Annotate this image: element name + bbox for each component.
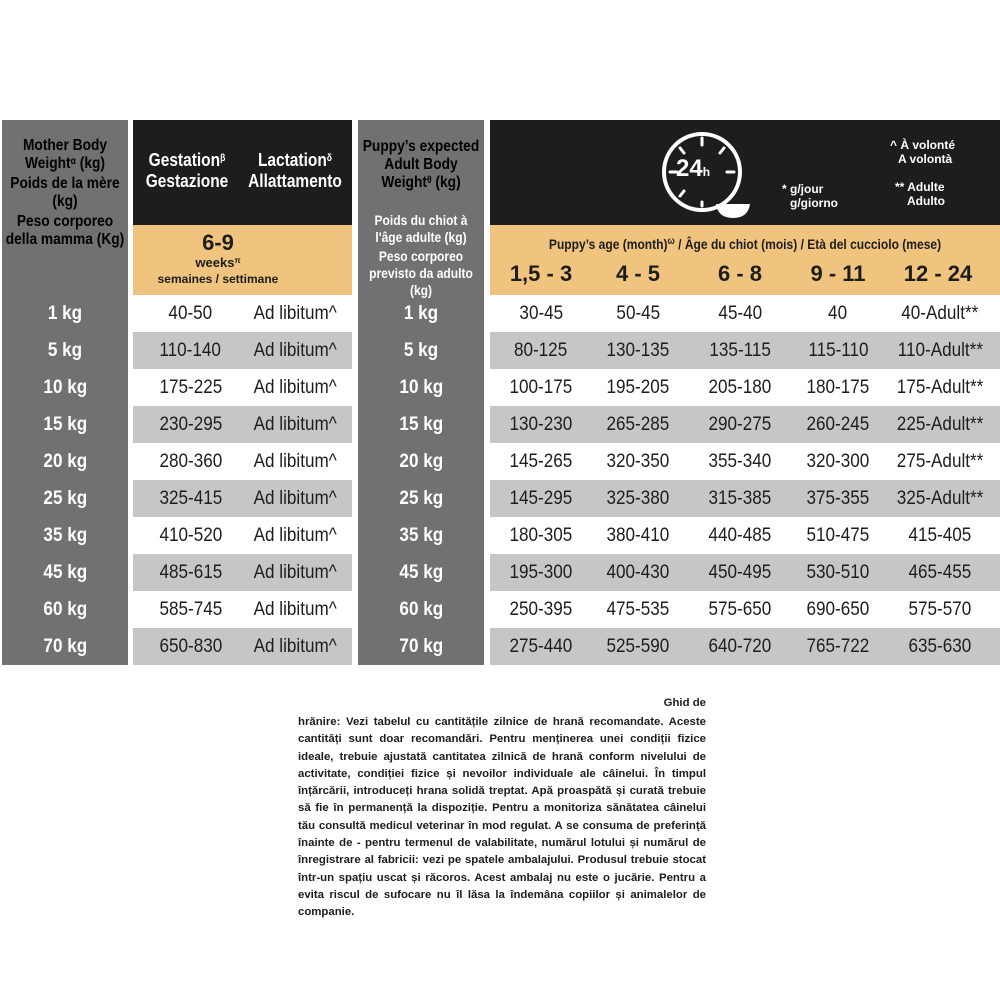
age-cell-5: 275-Adult**: [896, 451, 984, 472]
age-cell-2: 325-380: [606, 488, 670, 509]
puppy-weight-header-it: Peso corporeo previsto da adulto (kg): [369, 248, 473, 298]
age-cell-5: 110-Adult**: [897, 340, 983, 361]
weeks-sub: semaines / settimane: [157, 272, 279, 286]
age-cell-3: 205-180: [708, 377, 772, 398]
gestation-cell: 485-615: [159, 562, 222, 583]
weeks-band: 6-9 weeks$^\pi$ semaines / settimane: [133, 225, 352, 295]
table-row: [0, 591, 1000, 628]
mother-weight-cell: 20 kg: [43, 451, 87, 472]
age-cell-3: 135-115: [709, 340, 771, 361]
table-row: [0, 480, 1000, 517]
puppy-age-label-it: Età del cucciolo (mese): [807, 236, 942, 252]
lactation-cell: Ad libitum^: [253, 340, 338, 361]
mother-header-fr: Poids de la mère (kg): [10, 175, 120, 210]
age-cell-2: 475-535: [606, 599, 670, 620]
age-cell-4: 510-475: [806, 525, 870, 546]
gestation-label: Gestation: [148, 150, 221, 170]
puppy-weight-cell: 45 kg: [399, 562, 443, 583]
age-cell-5: 40-Adult**: [901, 303, 979, 324]
lactation-cell: Ad libitum^: [253, 377, 338, 398]
clock-label: 24: [676, 155, 703, 182]
age-cell-2: 130-135: [606, 340, 670, 361]
age-cell-4: 180-175: [806, 377, 870, 398]
mother-header-it: Peso corporeo della mamma (Kg): [5, 213, 125, 248]
footer-title: Ghid de: [663, 697, 706, 709]
mother-weight-cell: 1 kg: [47, 303, 83, 324]
gestation-cell: 230-295: [159, 414, 222, 435]
age-cell-1: 145-295: [509, 488, 573, 509]
gestation-cell: 175-225: [159, 377, 222, 398]
legend-gram-fr: * g/jour: [782, 182, 824, 196]
age-cell-4: 115-110: [807, 340, 869, 361]
table-row: [0, 295, 1000, 332]
puppy-age-band: Puppy’s age (month)$^\omega$ / Âge du chiot (mois) / Età del cucciolo (mese) 1,5 - 3 4 - 5 6 - 8 9 - 11 12 - 24: [490, 225, 1000, 295]
puppy-weight-header-fr: Poids du chiot à l'âge adulte (kg): [374, 212, 468, 245]
legend-adult-it: Adulto: [907, 194, 945, 208]
age-cell-5: 175-Adult**: [896, 377, 984, 398]
age-cell-1: 80-125: [514, 340, 568, 361]
gestation-label-it: Gestazione: [145, 171, 229, 191]
age-cell-5: 465-455: [908, 562, 972, 583]
age-col-5: 12 - 24: [903, 261, 973, 286]
lactation-cell: Ad libitum^: [253, 636, 338, 657]
puppy-weight-cell: 15 kg: [399, 414, 443, 435]
age-cell-1: 30-45: [519, 303, 563, 324]
age-cell-1: 130-230: [509, 414, 573, 435]
age-cell-2: 50-45: [616, 303, 660, 324]
puppy-weight-cell: 1 kg: [403, 303, 439, 324]
age-col-4: 9 - 11: [810, 261, 866, 286]
age-cell-2: 265-285: [606, 414, 670, 435]
lactation-label: Lactation: [257, 150, 327, 170]
mother-weight-cell: 15 kg: [43, 414, 87, 435]
age-col-2: 4 - 5: [615, 261, 661, 286]
gestation-cell: 410-520: [159, 525, 222, 546]
age-cell-3: 640-720: [708, 636, 772, 657]
footer-text: [298, 697, 706, 922]
age-cell-2: 195-205: [606, 377, 670, 398]
age-cell-5: 225-Adult**: [896, 414, 984, 435]
age-cell-1: 250-395: [509, 599, 573, 620]
age-cell-2: 525-590: [606, 636, 670, 657]
age-cell-1: 195-300: [509, 562, 573, 583]
age-cell-1: 100-175: [509, 377, 573, 398]
age-cell-2: 400-430: [606, 562, 670, 583]
age-cell-4: 690-650: [806, 599, 870, 620]
gestation-cell: 110-140: [159, 340, 222, 361]
puppy-weight-cell: 25 kg: [399, 488, 443, 509]
age-cell-5: 415-405: [908, 525, 972, 546]
lactation-cell: Ad libitum^: [253, 488, 338, 509]
table-row: [0, 517, 1000, 554]
age-cell-4: 320-300: [806, 451, 870, 472]
footer-lead: hrănire:: [298, 716, 341, 728]
age-cell-1: 180-305: [509, 525, 573, 546]
puppy-age-label-en: Puppy’s age (month): [548, 236, 668, 252]
age-cell-3: 290-275: [708, 414, 772, 435]
table-row: [0, 554, 1000, 591]
puppy-weight-header-en: Puppy’s expected Adult Body Weight$^\theta$ (kg): [362, 138, 480, 191]
mother-weight-cell: 5 kg: [47, 340, 83, 361]
age-cell-1: 275-440: [509, 636, 573, 657]
age-cell-2: 380-410: [606, 525, 670, 546]
lactation-cell: Ad libitum^: [253, 451, 338, 472]
table-row: [0, 628, 1000, 665]
gestation-cell: 325-415: [159, 488, 222, 509]
puppy-age-label-fr: Âge du chiot (mois): [684, 236, 798, 252]
age-cell-3: 315-385: [708, 488, 772, 509]
puppy-age-header: 24h gram* * g/jour g/giorno ^ À volonté A volontà ** Adulte Adulto: [490, 120, 1000, 225]
gestation-lactation-header: Gestation$^\beta$ Gestazione Lactation$^\delta$ Allattamento: [133, 120, 352, 225]
age-cell-4: 765-722: [806, 636, 870, 657]
table-row: [0, 406, 1000, 443]
gram-label: gram*: [742, 184, 772, 195]
puppy-weight-cell: 10 kg: [399, 377, 443, 398]
age-cell-5: 325-Adult**: [896, 488, 984, 509]
age-cell-4: 40: [828, 303, 848, 324]
age-cell-1: 145-265: [509, 451, 573, 472]
age-cell-5: 635-630: [908, 636, 972, 657]
age-cell-3: 45-40: [718, 303, 762, 324]
weeks-value: 6-9: [202, 230, 234, 255]
puppy-weight-cell: 35 kg: [399, 525, 443, 546]
gestation-cell: 650-830: [159, 636, 222, 657]
puppy-weight-cell: 60 kg: [399, 599, 443, 620]
mother-weight-cell: 10 kg: [43, 377, 87, 398]
age-cell-4: 375-355: [806, 488, 870, 509]
lactation-cell: Ad libitum^: [253, 303, 338, 324]
age-cell-4: 260-245: [806, 414, 870, 435]
puppy-weight-cell: 5 kg: [403, 340, 439, 361]
lactation-cell: Ad libitum^: [253, 414, 338, 435]
gestation-cell: 40-50: [168, 303, 213, 324]
gestation-cell: 585-745: [159, 599, 222, 620]
age-cell-3: 355-340: [708, 451, 772, 472]
puppy-weight-cell: 20 kg: [399, 451, 443, 472]
mother-weight-cell: 60 kg: [43, 599, 87, 620]
footer-body: Vezi tabelul cu cantitățile zilnice de hrană recomandate. Aceste cantități sunt doar recomandări. Pentru menținerea unei condiții fizice ideale, trebuie ajustată cantitatea zilnică de hrană conform nivelului de activitate, condiției fizice și nevoilor individuale ale câinelui. În timpul înțărcării, introduceți hrana solidă treptat. Apă proaspătă și curată trebuie să fie în permanență la dispoziție. Pentru a monitoriza sănătatea câinelui tău consultă medicul veterinar în mod regulat. A se consuma de preferință înainte de - pentru termenul de valabilitate, numărul lotului și numărul de înregistrare al fabricii: vezi pe spatele ambalajului. Produsul trebuie stocat într-un spațiu uscat și răcoros. Acest ambalaj nu este o jucărie. Pentru a evita riscul de sufocare nu îl lăsa la îndemâna copiilor și animalelor de companie.: [298, 716, 706, 919]
age-cell-2: 320-350: [606, 451, 670, 472]
mother-weight-cell: 35 kg: [43, 525, 87, 546]
age-cell-3: 450-495: [708, 562, 772, 583]
puppy-weight-header-sub: [358, 212, 484, 299]
legend-adult-fr: ** Adulte: [895, 180, 945, 194]
weeks-label: weeks: [195, 255, 235, 270]
mother-weight-cell: 45 kg: [43, 562, 87, 583]
puppy-weight-cell: 70 kg: [399, 636, 443, 657]
mother-weight-cell: 70 kg: [43, 636, 87, 657]
age-cell-3: 575-650: [708, 599, 772, 620]
legend-adlib-it: A volontà: [898, 152, 953, 166]
lactation-label-it: Allattamento: [248, 171, 342, 191]
age-col-3: 6 - 8: [717, 261, 763, 286]
puppy-weight-header: [358, 138, 484, 192]
gestation-cell: 280-360: [159, 451, 222, 472]
legend-gram-it: g/giorno: [790, 196, 838, 210]
age-col-1: 1,5 - 3: [509, 261, 573, 286]
age-cell-4: 530-510: [806, 562, 870, 583]
mother-weight-cell: 25 kg: [43, 488, 87, 509]
lactation-cell: Ad libitum^: [253, 562, 338, 583]
age-cell-3: 440-485: [708, 525, 772, 546]
table-row: [0, 369, 1000, 406]
table-row: [0, 332, 1000, 369]
legend-adlib-fr: ^ À volonté: [890, 138, 956, 152]
table-row: [0, 443, 1000, 480]
lactation-cell: Ad libitum^: [253, 525, 338, 546]
age-cell-5: 575-570: [908, 599, 972, 620]
mother-header-en: Mother Body Weight: [22, 137, 108, 172]
mother-header: Mother Body Weight$^\alpha$ (kg) Poids de la mère (kg) Peso corporeo della mamma (Kg): [5, 137, 125, 248]
lactation-cell: Ad libitum^: [253, 599, 338, 620]
